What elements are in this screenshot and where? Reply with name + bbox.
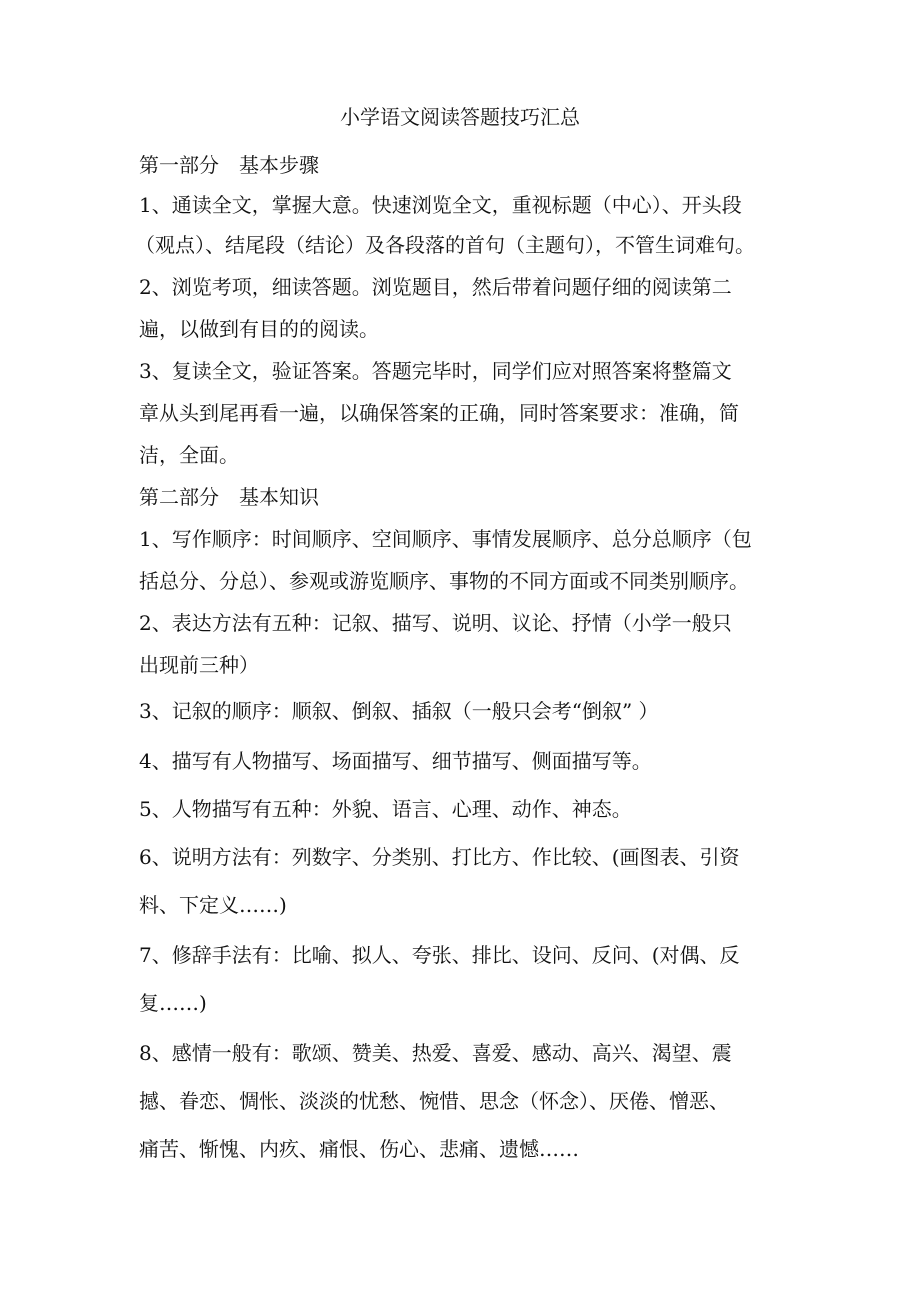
text-line: 撼、眷恋、惆怅、淡淡的忧愁、惋惜、思念（怀念）、厌倦、憎恶、 [139, 1089, 729, 1113]
text-line: 6、说明方法有：列数字、分类别、打比方、作比较、(画图表、引资 [139, 845, 740, 869]
text-line: 2、浏览考项，细读答题。浏览题目，然后带着问题仔细的阅读第二 [139, 275, 732, 299]
text-line: （观点）、结尾段（结论）及各段落的首句（主题句），不管生词难句。 [135, 233, 755, 257]
text-line: 7、修辞手法有：比喻、拟人、夸张、排比、设问、反问、(对偶、反 [139, 943, 740, 967]
text-line: 痛苦、惭愧、内疚、痛恨、伤心、悲痛、遗憾…… [139, 1137, 579, 1161]
text-line: 1、通读全文，掌握大意。快速浏览全文，重视标题（中心）、开头段 [139, 193, 742, 217]
text-line: 3、复读全文，验证答案。答题完毕时，同学们应对照答案将整篇文 [139, 359, 732, 383]
text-line: 4、描写有人物描写、场面描写、细节描写、侧面描写等。 [139, 749, 652, 773]
text-line: 2、表达方法有五种：记叙、描写、说明、议论、抒情（小学一般只 [139, 611, 732, 635]
text-line: 括总分、分总）、参观或游览顺序、事物的不同方面或不同类别顺序。 [139, 569, 749, 593]
text-line: 遍，以做到有目的的阅读。 [139, 317, 379, 341]
text-line: 料、下定义……) [139, 893, 287, 917]
text-line: 复……) [139, 991, 207, 1015]
text-line: 出现前三种） [139, 653, 259, 677]
text-line: 3、记叙的顺序：顺叙、倒叙、插叙（一般只会考“倒叙” ） [139, 699, 659, 723]
section-heading-1: 第一部分 基本步骤 [139, 153, 319, 177]
text-line: 章从头到尾再看一遍，以确保答案的正确，同时答案要求：准确，简 [139, 401, 739, 425]
text-line: 5、人物描写有五种：外貌、语言、心理、动作、神态。 [139, 797, 632, 821]
text-line: 8、感情一般有：歌颂、赞美、热爱、喜爱、感动、高兴、渴望、震 [139, 1041, 732, 1065]
text-line: 1、写作顺序：时间顺序、空间顺序、事情发展顺序、总分总顺序（包 [139, 527, 752, 551]
text-line: 洁，全面。 [139, 443, 239, 467]
document-title: 小学语文阅读答题技巧汇总 [340, 105, 580, 129]
section-heading-2: 第二部分 基本知识 [139, 485, 319, 509]
